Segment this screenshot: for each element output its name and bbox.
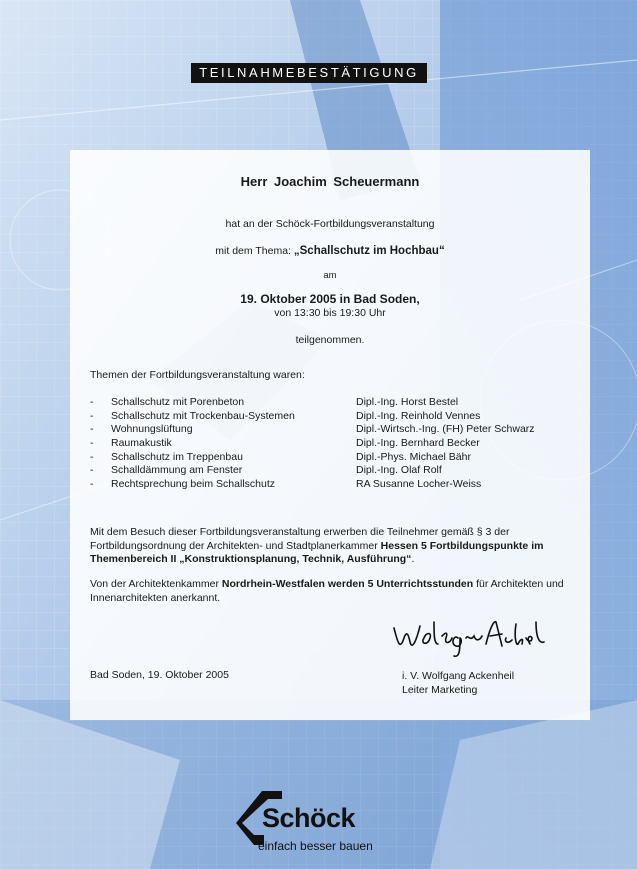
list-item: [90, 451, 560, 465]
topic: Schallschutz mit Porenbeton: [111, 396, 245, 408]
topic: Schalldämmung am Fenster: [111, 464, 243, 477]
bullet: -: [90, 464, 94, 477]
signer-name: i. V. Wolfgang Ackenheil: [402, 670, 515, 682]
participated-line: teilgenommen.: [295, 334, 365, 346]
speaker: Dipl.-Ing. Reinhold Vennes: [356, 409, 481, 422]
topics-heading: Themen der Fortbildungsveranstaltung waren:: [90, 369, 305, 381]
theme-title: „Schallschutz im Hochbau“: [293, 245, 445, 257]
certificate-banner: TEILNAHMEBESTÄTIGUNG: [191, 63, 427, 83]
list-item: [90, 423, 560, 437]
speaker: Dipl.-Phys. Michael Bähr: [356, 450, 471, 463]
bullet: -: [90, 437, 94, 450]
list-item: [90, 410, 560, 424]
signer-role: Leiter Marketing: [402, 684, 478, 696]
list-item: [90, 437, 560, 451]
topic: Rechtsprechung beim Schallschutz: [111, 478, 276, 491]
credit-paragraph-hessen: [90, 526, 575, 567]
bullet: -: [90, 478, 94, 491]
bullet: -: [90, 409, 94, 422]
handwritten-signature: [388, 608, 548, 660]
bullet: -: [90, 396, 94, 408]
para1-end: .: [411, 553, 415, 566]
event-time: von 13:30 bis 19:30 Uhr: [274, 307, 386, 319]
bullet: -: [90, 423, 94, 436]
speaker: Dipl.-Ing. Olaf Rolf: [356, 464, 442, 477]
logo-tagline: einfach besser bauen: [258, 839, 373, 853]
list-item: [90, 396, 560, 410]
recipient-name: Herr Joachim Scheuermann: [240, 174, 420, 189]
topics-list: [90, 396, 560, 492]
event-date-place: 19. Oktober 2005 in Bad Soden,: [240, 292, 420, 306]
speaker: Dipl.-Ing. Bernhard Becker: [356, 437, 480, 450]
para2-text: Von der Architektenkammer: [90, 578, 222, 590]
theme-prefix: mit dem Thema:: [215, 245, 294, 257]
place-and-date: Bad Soden, 19. Oktober 2005: [90, 669, 229, 681]
am-label: am: [323, 270, 337, 281]
speaker: RA Susanne Locher-Weiss: [356, 478, 482, 491]
topic: Raumakustik: [111, 437, 172, 450]
bullet: -: [90, 450, 94, 463]
credit-paragraph-nrw: [90, 578, 575, 605]
para2-bold: Nordrhein-Westfalen werden 5 Unterrichtsstunden: [221, 578, 474, 590]
list-item: [90, 464, 560, 478]
theme-line: [90, 245, 570, 257]
para1-bold: Hessen 5 Fortbildungspunkte im Themenbereich II „Konstruktionsplanung, Technik, Ausführung“: [90, 539, 544, 566]
para2-end: für Architekten und Innenarchitekten anerkannt.: [90, 578, 564, 604]
logo-wordmark: Schöck: [262, 803, 356, 833]
signer-block: [402, 669, 514, 697]
topic: Schallschutz mit Trockenbau-Systemen: [111, 409, 295, 422]
para1-text: Mit dem Besuch dieser Fortbildungsveranstaltung erwerben die Teilnehmer gemäß § 3 der Fortbildungsordnung der Architekten- und Stadtplanerkammer: [90, 526, 510, 552]
topic: Wohnungslüftung: [111, 423, 193, 436]
topic: Schallschutz im Treppenbau: [111, 450, 243, 463]
speaker: Dipl.-Ing. Horst Bestel: [356, 396, 459, 408]
intro-line: hat an der Schöck-Fortbildungsveranstaltung: [225, 218, 435, 230]
speaker: Dipl.-Wirtsch.-Ing. (FH) Peter Schwarz: [356, 423, 535, 436]
list-item: [90, 478, 560, 492]
